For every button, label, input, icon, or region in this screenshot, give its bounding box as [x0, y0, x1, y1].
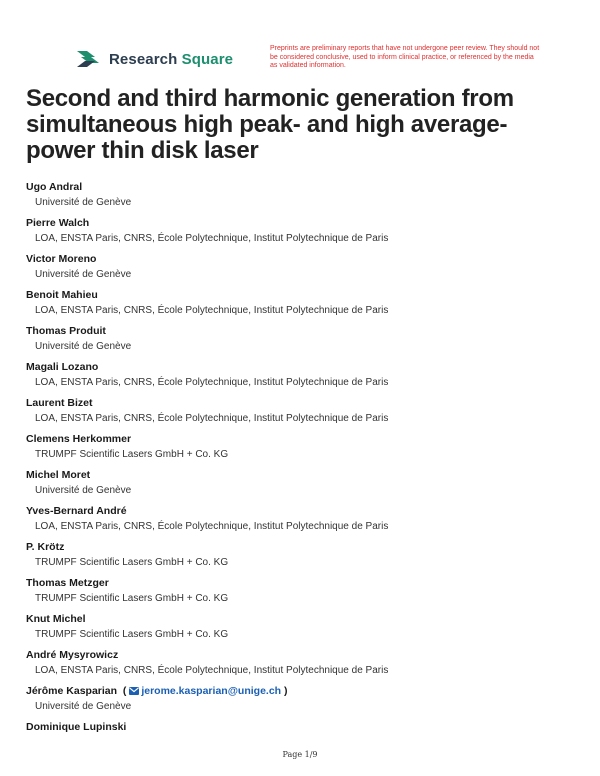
author-affiliation: TRUMPF Scientific Lasers GmbH + Co. KG — [35, 449, 229, 460]
author-email-link[interactable] — [129, 685, 281, 697]
author-affiliation: LOA, ENSTA Paris, CNRS, École Polytechnique, Institut Polytechnique de Paris — [35, 377, 389, 388]
author-entry — [26, 468, 586, 504]
author-affiliation: Université de Genève — [35, 485, 132, 496]
preprint-disclaimer: Preprints are preliminary reports that have not undergone peer review. They should not be considered conclusive, used to inform clinical practice, or referenced by the media as validated information. — [270, 45, 540, 69]
author-entry — [26, 576, 586, 612]
author-affiliation: TRUMPF Scientific Lasers GmbH + Co. KG — [35, 593, 229, 604]
author-affiliation: LOA, ENSTA Paris, CNRS, École Polytechnique, Institut Polytechnique de Paris — [35, 413, 389, 424]
author-entry — [26, 504, 586, 540]
author-entry — [26, 252, 586, 288]
author-name: Clemens Herkommer — [26, 433, 132, 445]
author-affiliation: LOA, ENSTA Paris, CNRS, École Polytechnique, Institut Polytechnique de Paris — [35, 233, 389, 244]
author-affiliation: Université de Genève — [35, 341, 132, 352]
author-name: Jérôme Kasparian — [26, 685, 118, 697]
author-affiliation: Université de Genève — [35, 701, 132, 712]
author-entry — [26, 612, 586, 648]
logo-text-accent: Square — [181, 50, 234, 68]
author-entry — [26, 360, 586, 396]
author-name: Knut Michel — [26, 613, 86, 625]
author-list — [26, 180, 586, 756]
author-entry — [26, 324, 586, 360]
author-entry — [26, 432, 586, 468]
author-name: Victor Moreno — [26, 253, 97, 265]
author-entry — [26, 540, 586, 576]
research-square-logo-icon — [75, 48, 101, 70]
author-affiliation: TRUMPF Scientific Lasers GmbH + Co. KG — [35, 629, 229, 640]
author-name: Benoit Mahieu — [26, 289, 98, 301]
author-affiliation: LOA, ENSTA Paris, CNRS, École Polytechnique, Institut Polytechnique de Paris — [35, 305, 389, 316]
author-entry-corresponding — [26, 684, 586, 720]
envelope-icon — [129, 687, 139, 695]
author-name: Pierre Walch — [26, 217, 90, 229]
author-entry — [26, 180, 586, 216]
author-name: P. Krötz — [26, 541, 65, 553]
author-name: Ugo Andral — [26, 181, 83, 193]
author-entry — [26, 216, 586, 252]
author-name: Thomas Produit — [26, 325, 106, 337]
author-affiliation: TRUMPF Scientific Lasers GmbH + Co. KG — [35, 557, 229, 568]
author-name: Thomas Metzger — [26, 577, 109, 589]
author-affiliation: LOA, ENSTA Paris, CNRS, École Polytechnique, Institut Polytechnique de Paris — [35, 665, 389, 676]
author-name: Laurent Bizet — [26, 397, 93, 409]
author-name: Dominique Lupinski — [26, 721, 127, 733]
research-square-logo[interactable] — [75, 48, 233, 70]
email-wrapper: ( jerome.kasparian@unige.ch ) — [119, 685, 288, 697]
author-entry — [26, 396, 586, 432]
author-name: Magali Lozano — [26, 361, 99, 373]
author-entry — [26, 288, 586, 324]
page-number: Page 1/9 — [282, 750, 318, 759]
author-affiliation: Université de Genève — [35, 197, 132, 208]
paper-title: Second and third harmonic generation from simultaneous high peak- and high average-power thin disk laser — [26, 85, 514, 164]
author-name: Michel Moret — [26, 469, 91, 481]
author-name: Yves-Bernard André — [26, 505, 127, 517]
author-name-row — [26, 684, 586, 700]
author-affiliation: Université de Genève — [35, 269, 132, 280]
author-name: André Mysyrowicz — [26, 649, 119, 661]
author-affiliation: LOA, ENSTA Paris, CNRS, École Polytechnique, Institut Polytechnique de Paris — [35, 521, 389, 532]
author-email: jerome.kasparian@unige.ch — [141, 685, 282, 697]
author-entry — [26, 648, 586, 684]
logo-text-main: Research — [109, 50, 178, 68]
logo-text — [109, 51, 233, 68]
